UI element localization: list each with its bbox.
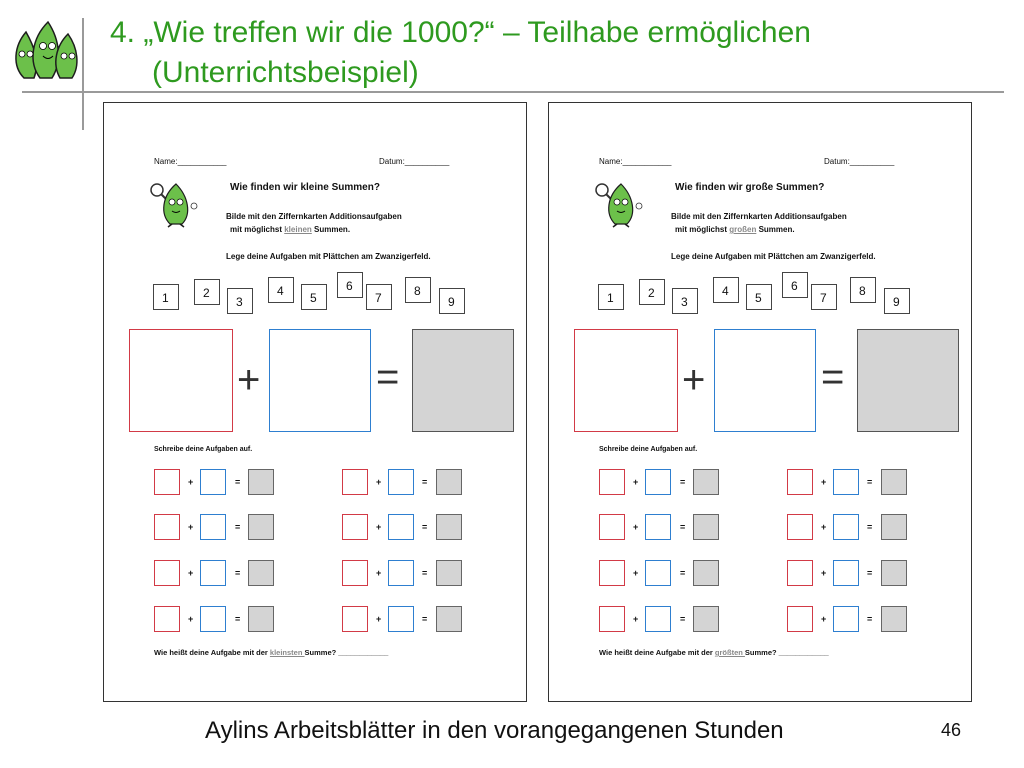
equals-sign: = xyxy=(422,568,428,578)
small-sum-box xyxy=(693,606,719,632)
plus-sign: + xyxy=(188,568,194,578)
big-plus-sign: + xyxy=(682,358,706,402)
equals-sign: = xyxy=(235,477,241,487)
worksheet-heading: Wie finden wir kleine Summen? xyxy=(230,182,380,193)
digit-card: 6 xyxy=(337,272,363,298)
small-addend-2-box xyxy=(388,469,414,495)
digit-card: 2 xyxy=(194,279,220,305)
small-addend-1-box xyxy=(787,514,813,540)
small-sum-box xyxy=(248,560,274,586)
highlight-word: größten xyxy=(714,648,745,657)
date-field-label: Datum:__________ xyxy=(379,157,450,166)
small-sum-box xyxy=(436,606,462,632)
small-sum-box xyxy=(248,469,274,495)
plus-sign: + xyxy=(376,568,382,578)
small-addend-2-box xyxy=(645,469,671,495)
small-sum-box xyxy=(881,514,907,540)
digit-card: 8 xyxy=(405,277,431,303)
equals-sign: = xyxy=(867,568,873,578)
equals-sign: = xyxy=(422,522,428,532)
big-equals-sign: = xyxy=(376,355,400,399)
highlight-word: großen xyxy=(729,225,757,234)
instruction-line-2: mit möglichst kleinen Summen. xyxy=(230,225,351,234)
sum-box xyxy=(857,329,959,432)
small-sum-box xyxy=(436,514,462,540)
plus-sign: + xyxy=(821,477,827,487)
small-addend-1-box xyxy=(154,514,180,540)
big-equals-sign: = xyxy=(821,355,845,399)
addend-1-box xyxy=(129,329,233,432)
addend-2-box xyxy=(714,329,816,432)
small-sum-box xyxy=(881,560,907,586)
header-vertical-divider xyxy=(82,18,84,130)
write-tasks-label: Schreibe deine Aufgaben auf. xyxy=(599,446,698,453)
worksheet-large-sums xyxy=(548,102,972,702)
digit-card: 4 xyxy=(268,277,294,303)
slide-title: 4. „Wie treffen wir die 1000?“ – Teilhabe ermöglichen xyxy=(110,16,811,49)
plus-sign: + xyxy=(633,522,639,532)
digit-card: 6 xyxy=(782,272,808,298)
name-field-label: Name:___________ xyxy=(599,157,672,166)
equals-sign: = xyxy=(867,522,873,532)
final-question: Wie heißt deine Aufgabe mit der kleinsten Summe? ____________ xyxy=(154,648,389,657)
small-addend-2-box xyxy=(833,514,859,540)
plus-sign: + xyxy=(633,614,639,624)
digit-card: 8 xyxy=(850,277,876,303)
small-addend-1-box xyxy=(599,469,625,495)
small-addend-1-box xyxy=(154,560,180,586)
equals-sign: = xyxy=(680,568,686,578)
digit-card: 1 xyxy=(598,284,624,310)
small-addend-1-box xyxy=(342,514,368,540)
small-addend-2-box xyxy=(833,560,859,586)
equals-sign: = xyxy=(235,522,241,532)
small-addend-1-box xyxy=(599,560,625,586)
small-addend-2-box xyxy=(200,606,226,632)
equals-sign: = xyxy=(235,614,241,624)
small-sum-box xyxy=(881,606,907,632)
instruction-line-3: Lege deine Aufgaben mit Plättchen am Zwanzigerfeld. xyxy=(671,252,876,261)
page-number: 46 xyxy=(941,720,962,740)
small-addend-1-box xyxy=(787,469,813,495)
small-sum-box xyxy=(436,469,462,495)
small-addend-1-box xyxy=(154,606,180,632)
small-addend-1-box xyxy=(154,469,180,495)
small-sum-box xyxy=(248,514,274,540)
plus-sign: + xyxy=(188,477,194,487)
small-addend-2-box xyxy=(200,469,226,495)
small-sum-box xyxy=(693,514,719,540)
equals-sign: = xyxy=(680,477,686,487)
plus-sign: + xyxy=(188,522,194,532)
small-addend-2-box xyxy=(200,560,226,586)
plus-sign: + xyxy=(821,614,827,624)
equals-sign: = xyxy=(680,522,686,532)
small-sum-box xyxy=(248,606,274,632)
digit-card: 7 xyxy=(811,284,837,310)
worksheet-small-sums xyxy=(103,102,527,702)
instruction-line-1: Bilde mit den Ziffernkarten Additionsaufgaben xyxy=(671,212,847,221)
small-addend-2-box xyxy=(833,606,859,632)
small-addend-2-box xyxy=(200,514,226,540)
plus-sign: + xyxy=(821,568,827,578)
small-addend-1-box xyxy=(599,606,625,632)
highlight-word: kleinsten xyxy=(269,648,305,657)
small-addend-1-box xyxy=(342,469,368,495)
equals-sign: = xyxy=(867,614,873,624)
small-addend-1-box xyxy=(342,606,368,632)
small-addend-2-box xyxy=(645,606,671,632)
plus-sign: + xyxy=(376,477,382,487)
instruction-line-1: Bilde mit den Ziffernkarten Additionsaufgaben xyxy=(226,212,402,221)
small-sum-box xyxy=(436,560,462,586)
digit-card: 4 xyxy=(713,277,739,303)
plus-sign: + xyxy=(633,477,639,487)
name-field-label: Name:___________ xyxy=(154,157,227,166)
big-plus-sign: + xyxy=(237,358,261,402)
digit-card: 3 xyxy=(672,288,698,314)
plus-sign: + xyxy=(376,522,382,532)
addend-1-box xyxy=(574,329,678,432)
small-addend-2-box xyxy=(388,514,414,540)
equals-sign: = xyxy=(867,477,873,487)
digit-card: 2 xyxy=(639,279,665,305)
small-sum-box xyxy=(693,469,719,495)
digit-card: 5 xyxy=(301,284,327,310)
small-addend-2-box xyxy=(645,514,671,540)
small-addend-1-box xyxy=(787,606,813,632)
equals-sign: = xyxy=(422,614,428,624)
header-horizontal-divider xyxy=(22,91,1004,93)
plus-sign: + xyxy=(633,568,639,578)
small-sum-box xyxy=(881,469,907,495)
small-addend-2-box xyxy=(645,560,671,586)
equals-sign: = xyxy=(235,568,241,578)
digit-card: 9 xyxy=(884,288,910,314)
highlight-word: kleinen xyxy=(284,225,312,234)
digit-card: 7 xyxy=(366,284,392,310)
small-addend-2-box xyxy=(388,560,414,586)
leaf-mascots-logo-icon xyxy=(10,18,82,82)
digit-card: 3 xyxy=(227,288,253,314)
sum-box xyxy=(412,329,514,432)
leaf-mascot-magnifier-icon xyxy=(148,180,202,228)
addend-2-box xyxy=(269,329,371,432)
equals-sign: = xyxy=(422,477,428,487)
small-addend-1-box xyxy=(787,560,813,586)
slide-subtitle: (Unterrichtsbeispiel) xyxy=(152,56,419,89)
digit-card: 9 xyxy=(439,288,465,314)
small-addend-2-box xyxy=(388,606,414,632)
leaf-mascot-magnifier-icon xyxy=(593,180,647,228)
small-sum-box xyxy=(693,560,719,586)
plus-sign: + xyxy=(821,522,827,532)
final-question: Wie heißt deine Aufgabe mit der größten Summe? ____________ xyxy=(599,648,829,657)
worksheet-heading: Wie finden wir große Summen? xyxy=(675,182,825,193)
small-addend-1-box xyxy=(599,514,625,540)
plus-sign: + xyxy=(376,614,382,624)
slide-caption: Aylins Arbeitsblätter in den vorangegangenen Stunden xyxy=(205,717,784,744)
small-addend-1-box xyxy=(342,560,368,586)
date-field-label: Datum:__________ xyxy=(824,157,895,166)
equals-sign: = xyxy=(680,614,686,624)
plus-sign: + xyxy=(188,614,194,624)
instruction-line-3: Lege deine Aufgaben mit Plättchen am Zwanzigerfeld. xyxy=(226,252,431,261)
write-tasks-label: Schreibe deine Aufgaben auf. xyxy=(154,446,253,453)
digit-card: 1 xyxy=(153,284,179,310)
small-addend-2-box xyxy=(833,469,859,495)
instruction-line-2: mit möglichst großen Summen. xyxy=(675,225,795,234)
digit-card: 5 xyxy=(746,284,772,310)
